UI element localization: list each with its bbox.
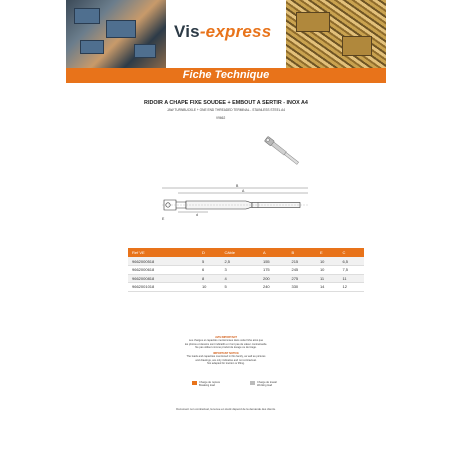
- cell: 200: [259, 274, 287, 283]
- col-b: B: [287, 248, 315, 257]
- cell: 155: [259, 257, 287, 266]
- col-a: A: [259, 248, 287, 257]
- cell: 330: [287, 283, 315, 292]
- cell: 6,5: [338, 257, 364, 266]
- cell: 5: [220, 283, 259, 292]
- brand-express: -express: [199, 22, 272, 41]
- cell: 8: [198, 274, 221, 283]
- logo-zone: [166, 0, 286, 68]
- notice-fr-line: les photos et dessins sont indicatifs et n'ont pas de valeur contractuelle.: [184, 342, 268, 346]
- cell: 240: [259, 283, 287, 292]
- legend-working-en: Working load: [257, 384, 273, 387]
- table-row: [128, 283, 364, 292]
- col-cable: Câble: [220, 248, 259, 257]
- product-title: RIDOIR A CHAPE FIXE SOUDEE + EMBOUT A SERTIR - INOX A4: [144, 100, 308, 106]
- cell: 215: [287, 257, 315, 266]
- cell: 2,5: [220, 257, 259, 266]
- col-e: E: [316, 248, 339, 257]
- label-d: d: [196, 213, 198, 217]
- notice-en-head: IMPORTANT NOTICE: [213, 352, 239, 356]
- important-notice: [166, 336, 286, 365]
- breaking-load-swatch: [192, 381, 197, 385]
- technical-drawing: [158, 180, 318, 226]
- notice-fr-line: Les charges et capacités mentionnées dans cette fiche ainsi que: [188, 339, 264, 343]
- cell: 175: [259, 266, 287, 275]
- dimensions-table: [128, 248, 364, 292]
- fiche-technique-ribbon: Fiche Technique: [66, 68, 386, 83]
- cell: 4: [220, 274, 259, 283]
- cell: 7,5: [338, 266, 364, 275]
- legend-item-breaking: [192, 381, 220, 387]
- working-load-swatch: [250, 381, 255, 385]
- screws-photo: [286, 0, 386, 68]
- notice-fr-line: Ne pas utiliser comme produit de levage ou de tirage.: [195, 345, 257, 349]
- cell: 9662000818: [128, 274, 198, 283]
- cell: 9662000618: [128, 266, 198, 275]
- cell: 9662000518: [128, 257, 198, 266]
- cell: 6: [198, 266, 221, 275]
- col-c: C: [338, 248, 364, 257]
- cell: 275: [287, 274, 315, 283]
- cell: 245: [287, 266, 315, 275]
- cell: 10: [316, 257, 339, 266]
- cell: 11: [338, 274, 364, 283]
- legend-breaking-fr: Charge de rupture: [199, 381, 221, 384]
- table-row: [128, 266, 364, 275]
- cell: 12: [338, 283, 364, 292]
- brand-vis: Vis: [174, 22, 200, 41]
- label-a: A: [242, 189, 245, 193]
- table-row: [128, 274, 364, 283]
- notice-fr-head: AVIS IMPORTANT: [215, 336, 237, 339]
- load-legend: [192, 381, 292, 393]
- notice-en-line: Not adapted for traction or lifting.: [207, 362, 245, 366]
- col-d: D: [198, 248, 221, 257]
- table-row: [128, 257, 364, 266]
- tools-photo: [66, 0, 166, 68]
- cell: 5: [198, 257, 221, 266]
- table-header-row: [128, 248, 364, 257]
- footer-disclaimer: Document non contractuel, la tenue en stock dépend de la demande des clients.: [176, 407, 276, 411]
- legend-breaking-en: Breaking load: [199, 384, 215, 387]
- product-subtitle: JAW TURNBUCKLE + ONE END THREADED TERMINAL - STAINLESS STEEL A4: [167, 108, 285, 112]
- notice-en-line: and drawings, are only indicative and not contractual.: [195, 358, 257, 362]
- product-reference: V9662: [216, 116, 226, 120]
- cell: 9662001018: [128, 283, 198, 292]
- label-b: B: [236, 184, 239, 188]
- cell: 10: [198, 283, 221, 292]
- brand-logo: [174, 22, 271, 42]
- legend-working-fr: Charge de travail: [257, 381, 277, 384]
- turnbuckle-photo-icon: [256, 128, 308, 174]
- cell: 10: [316, 266, 339, 275]
- header-banner: [66, 0, 386, 68]
- cell: 3: [220, 266, 259, 275]
- cell: 14: [316, 283, 339, 292]
- cell: 11: [316, 274, 339, 283]
- notice-en-line: The loads and capacities mentioned in this family, as well as pictures: [186, 355, 266, 359]
- col-ref: Ref VE: [128, 248, 198, 257]
- legend-item-working: [250, 381, 277, 387]
- label-e: E: [162, 217, 165, 221]
